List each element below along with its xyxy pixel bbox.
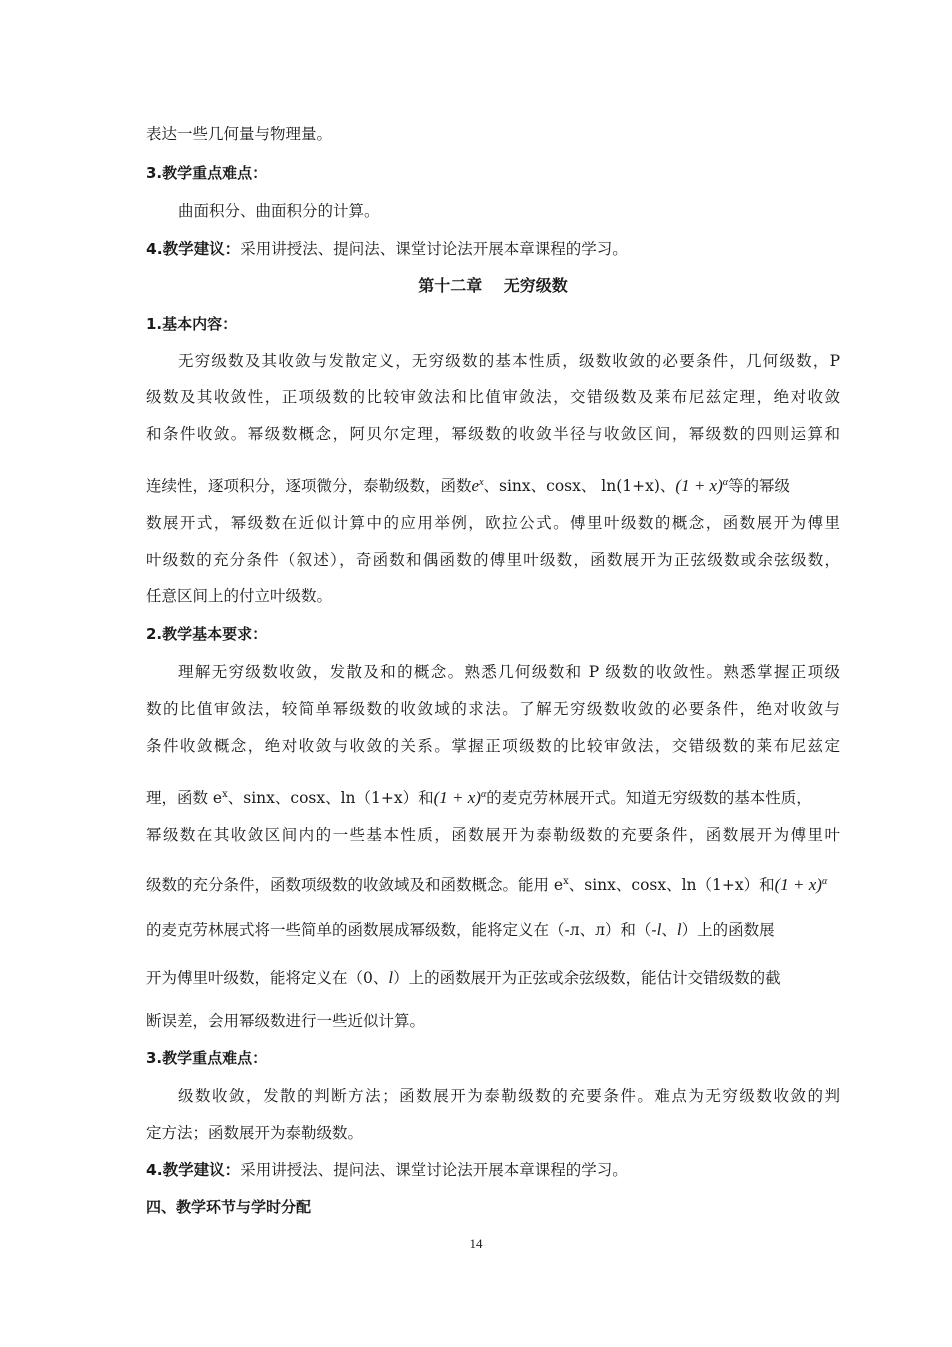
- text-span: 采用讲授法、提问法、课堂讨论法开展本章课程的学习。: [240, 1161, 628, 1179]
- math-superscript: α: [480, 789, 487, 800]
- math-l: l: [656, 920, 662, 939]
- text-span: 、sinx、cosx、 ln(1+x)、: [483, 477, 676, 496]
- section-heading: 1.基本内容：: [146, 315, 238, 333]
- text-line: 任意区间上的付立叶级数。: [146, 587, 333, 605]
- text-span: 采用讲授法、提问法、课堂讨论法开展本章课程的学习。: [240, 240, 628, 258]
- text-span: ）上的函数展: [681, 921, 775, 939]
- text-line: 条件收敛概念，绝对收敛与收敛的关系。掌握正项级数的比较审敛法，交错级数的莱布尼兹定: [146, 737, 840, 755]
- math-expression: (1 + x): [433, 788, 481, 808]
- text-line: 叶级数的充分条件（叙述），奇函数和偶函数的傅里叶级数，函数展开为正弦级数或余弦级数，: [146, 551, 840, 569]
- text-span: 的麦克劳林展式将一些简单的函数展成幂级数，能将定义在（-л、л）和（-: [146, 921, 657, 939]
- text-line: 表达一些几何量与物理量。: [146, 125, 333, 143]
- text-span: ）上的函数展开为正弦或余弦级数，能估计交错级数的截: [393, 969, 781, 987]
- math-e: e: [471, 476, 480, 496]
- math-expression: (1 + x): [675, 476, 723, 496]
- text-line: 曲面积分、曲面积分的计算。: [178, 202, 380, 220]
- text-span: 、: [661, 921, 677, 939]
- text-span: 级数的充分条件，函数项级数的收敛域及和函数概念。能用 e: [146, 876, 564, 895]
- math-superscript: x: [563, 876, 569, 887]
- text-span: 连续性，逐项积分，逐项微分，泰勒级数，函数: [146, 477, 472, 496]
- page-number: 14: [469, 1236, 483, 1251]
- text-line: 级数收敛，发散的判断方法；函数展开为泰勒级数的充要条件。难点为无穷级数收敛的判: [178, 1087, 840, 1105]
- text-span: 等的幂级: [728, 477, 791, 496]
- text-line: 幂级数在其收敛区间内的一些基本性质，函数展开为泰勒级数的充要条件，函数展开为傅里叶: [146, 826, 840, 844]
- text-line: [146, 239, 840, 259]
- text-line: 无穷级数及其收敛与发散定义，无穷级数的基本性质，级数收敛的必要条件，几何级数，P: [178, 352, 840, 370]
- section-heading: 3.教学重点难点：: [146, 164, 268, 182]
- text-line: 定方法；函数展开为泰勒级数。: [146, 1124, 364, 1142]
- section-heading: 2.教学基本要求：: [146, 625, 268, 643]
- section-heading: 3.教学重点难点：: [146, 1049, 268, 1067]
- text-line: 数的比值审敛法，较简单幂级数的收敛域的求法。了解无穷级数收敛的必要条件，绝对收敛与: [146, 700, 840, 718]
- math-superscript: x: [479, 477, 484, 488]
- text-line: 理解无穷级数收敛，发散及和的概念。熟悉几何级数和 P 级数的收敛性。熟悉掌握正项级: [178, 663, 840, 681]
- text-span: 理，函数 e: [146, 789, 223, 808]
- chapter-title: 第十二章 无穷级数: [418, 276, 568, 295]
- math-expression: (1 + x): [774, 875, 822, 895]
- math-superscript: α: [722, 477, 729, 488]
- text-line: [146, 872, 840, 895]
- text-line: 数展开式，幂级数在近似计算中的应用举例，欧拉公式。傅里叶级数的概念，函数展开为傅里: [146, 514, 840, 532]
- section-title: 四、教学环节与学时分配: [146, 1198, 312, 1216]
- text-span: 开为傅里叶级数，能将定义在（0、: [146, 969, 389, 987]
- text-line: [146, 920, 840, 940]
- text-line: 级数及其收敛性，正项级数的比较审敛法和比值审敛法，交错级数及莱布尼兹定理，绝对收敛: [146, 388, 840, 406]
- math-l: l: [388, 968, 394, 987]
- text-line: 和条件收敛。幂级数概念，阿贝尔定理，幂级数的收敛半径与收敛区间，幂级数的四则运算和: [146, 425, 840, 443]
- section-heading: 4.教学建议：: [146, 240, 241, 258]
- text-line: [146, 968, 840, 988]
- section-heading: 4.教学建议：: [146, 1161, 241, 1179]
- math-l: l: [676, 920, 682, 939]
- text-span: 的麦克劳林展开式。知道无穷级数的基本性质，: [486, 789, 812, 808]
- text-line: [146, 1160, 840, 1180]
- text-line: [146, 785, 840, 808]
- text-span: 、sinx、cosx、ln（1+x）和: [227, 789, 434, 808]
- text-span: 、sinx、cosx、ln（1+x）和: [568, 876, 775, 895]
- math-superscript: α: [821, 876, 828, 887]
- text-line: [146, 473, 840, 496]
- math-superscript: x: [222, 789, 228, 800]
- text-line: 断误差，会用幂级数进行一些近似计算。: [146, 1012, 426, 1030]
